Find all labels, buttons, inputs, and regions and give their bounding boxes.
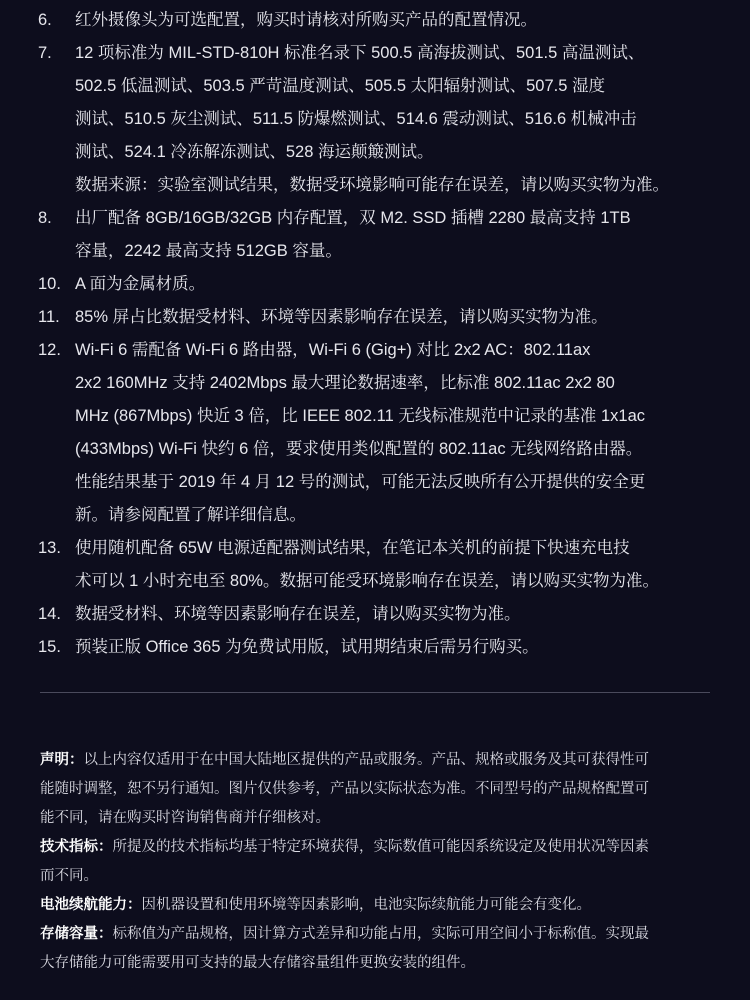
disclaimer-line: [40, 920, 720, 949]
footnote-line: 数据来源：实验室测试结果，数据受环境影响可能存在误差，请以购买实物为准。: [75, 176, 669, 194]
footnote-number: 13.: [38, 539, 61, 557]
footnote-item: [0, 301, 750, 334]
footnote-line: 性能结果基于 2019 年 4 月 12 号的测试，可能无法反映所有公开提供的安全更: [75, 473, 646, 491]
disclaimer-tech-specs: [40, 833, 720, 891]
footnote-item: [0, 598, 750, 631]
section-divider: [40, 692, 710, 693]
footnote-line: 2x2 160MHz 支持 2402Mbps 最大理论数据速率，比标准 802.11ac 2x2 80: [75, 374, 615, 392]
footnote-line: 502.5 低温测试、503.5 严苛温度测试、505.5 太阳辐射测试、507.5 湿度: [75, 77, 605, 95]
footnote-item: [0, 334, 750, 532]
disclaimer-label: 存储容量：: [40, 926, 113, 942]
footnote-line: 数据受材料、环境等因素影响存在误差，请以购买实物为准。: [75, 605, 521, 623]
footnote-line: 出厂配备 8GB/16GB/32GB 内存配置，双 M2. SSD 插槽 2280 最高支持 1TB: [75, 209, 631, 227]
footnote-text: [75, 598, 750, 631]
footnotes-list: [0, 4, 750, 664]
footnote-line: 新。请参阅配置了解详细信息。: [75, 506, 306, 524]
disclaimer-storage: [40, 920, 720, 978]
disclaimer-section: [40, 746, 720, 978]
disclaimer-line: 能随时调整，恕不另行通知。图片仅供参考，产品以实际状态为准。不同型号的产品规格配置可: [40, 781, 649, 797]
footnote-line: A 面为金属材质。: [75, 275, 206, 293]
footnote-line: 12 项标准为 MIL-STD-810H 标准名录下 500.5 高海拔测试、501.5 高温测试、: [75, 44, 645, 62]
disclaimer-text: 标称值为产品规格，因计算方式差异和功能占用，实际可用空间小于标称值。实现最: [112, 926, 649, 942]
footnote-item: [0, 532, 750, 598]
disclaimer-label: 技术指标：: [40, 839, 113, 855]
footnote-number: 11.: [38, 308, 60, 326]
footnote-number: 10.: [38, 275, 61, 293]
footnote-number: 8.: [38, 209, 52, 227]
footnote-number: 6.: [38, 11, 52, 29]
footnote-number: 15.: [38, 638, 61, 656]
footnote-line: (433Mbps) Wi-Fi 快约 6 倍，要求使用类似配置的 802.11ac 无线网络路由器。: [75, 440, 643, 458]
footnote-text: [75, 4, 750, 37]
disclaimer-line: [40, 891, 720, 920]
footnote-text: [75, 301, 750, 334]
disclaimer-line: 大存储能力可能需要用可支持的最大存储容量组件更换安装的组件。: [40, 955, 475, 971]
disclaimer-battery: [40, 891, 720, 920]
footnote-line: 预装正版 Office 365 为免费试用版，试用期结束后需另行购买。: [75, 638, 539, 656]
footnote-line: 容量，2242 最高支持 512GB 容量。: [75, 242, 342, 260]
disclaimer-line: [40, 746, 720, 775]
disclaimer-line: [40, 833, 720, 862]
footnote-number: 7.: [38, 44, 52, 62]
disclaimer-line: 能不同，请在购买时咨询销售商并仔细核对。: [40, 810, 330, 826]
footnote-line: 测试、524.1 冷冻解冻测试、528 海运颠簸测试。: [75, 143, 434, 161]
disclaimer-text: 因机器设置和使用环境等因素影响，电池实际续航能力可能会有变化。: [141, 897, 591, 913]
footnote-number: 12.: [38, 341, 61, 359]
disclaimer-text: 以上内容仅适用于在中国大陆地区提供的产品或服务。产品、规格或服务及其可获得性可: [83, 752, 649, 768]
footnote-text: [75, 631, 750, 664]
disclaimer-line: 而不同。: [40, 868, 98, 884]
disclaimer-statement: [40, 746, 720, 833]
footnote-line: Wi-Fi 6 需配备 Wi-Fi 6 路由器，Wi-Fi 6 (Gig+) 对比 2x2 AC：802.11ax: [75, 341, 591, 359]
footnote-text: [75, 532, 750, 598]
footnote-line: 85% 屏占比数据受材料、环境等因素影响存在误差，请以购买实物为准。: [75, 308, 608, 326]
footnote-item: [0, 4, 750, 37]
footnote-item: [0, 202, 750, 268]
footnote-line: 测试、510.5 灰尘测试、511.5 防爆燃测试、514.6 震动测试、516.6 机械冲击: [75, 110, 637, 128]
footnote-line: 红外摄像头为可选配置，购买时请核对所购买产品的配置情况。: [75, 11, 537, 29]
footnote-text: [75, 268, 750, 301]
disclaimer-label: 电池续航能力：: [40, 897, 142, 913]
footnote-item: [0, 631, 750, 664]
footnote-text: [75, 37, 750, 202]
disclaimer-text: 所提及的技术指标均基于特定环境获得，实际数值可能因系统设定及使用状况等因素: [112, 839, 649, 855]
footnote-text: [75, 202, 750, 268]
footnote-item: [0, 37, 750, 202]
footnote-text: [75, 334, 750, 532]
disclaimer-label: 声明：: [40, 752, 84, 768]
footnote-number: 14.: [38, 605, 61, 623]
footnote-item: [0, 268, 750, 301]
footnote-line: MHz (867Mbps) 快近 3 倍，比 IEEE 802.11 无线标准规范中记录的基准 1x1ac: [75, 407, 645, 425]
footnote-line: 术可以 1 小时充电至 80%。数据可能受环境影响存在误差，请以购买实物为准。: [75, 572, 659, 590]
footnote-line: 使用随机配备 65W 电源适配器测试结果，在笔记本关机的前提下快速充电技: [75, 539, 630, 557]
